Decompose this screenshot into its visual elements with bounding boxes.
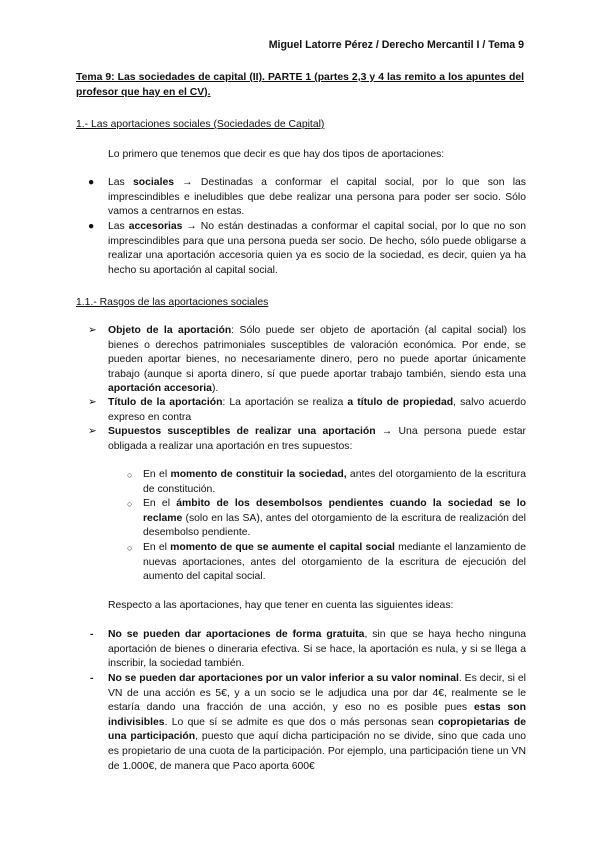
item-objeto: ➢ Objeto de la aportación: Sólo puede ser objeto de aportación (al capital social) los bienes o derechos patrimoniales susceptibles de valoración económica. Por ende, se pueden aportar bienes, no necesariamente dinero, pero no puede aportar únicamente trabajo (aunque si aporta dinero, sí que puede aportar trabajo también, siendo esta una aportación accesoria). (88, 325, 526, 395)
bullet-dot-icon: ● (88, 221, 95, 232)
item-supuestos: ➢ Supuestos susceptibles de realizar una aportación → Una persona puede estar obligada a realizar una aportación en tres supuestos: (88, 426, 526, 452)
subitem-constituir: ○ En el momento de constituir la sociedad, antes del otorgamiento de la escritura de constitución. (127, 469, 526, 495)
circle-bullet-icon: ○ (127, 470, 133, 480)
bullet-dot-icon: ● (88, 177, 95, 188)
bullet-sociales: ● Las sociales → Destinadas a conformar el capital social, por lo que son las imprescindibles e ineludibles que debe realizar una persona para poder ser socio. Sólo vamos a centrarnos en estas. (88, 177, 527, 218)
dash-bullet-icon: - (90, 629, 94, 640)
subitem-desembolsos: ○ En el ámbito de los desembolsos pendientes cuando la sociedad se lo reclame (solo en las SA), antes del otorgamiento de la escritura de realización del desembolso pendiente. (127, 498, 526, 539)
bullet-accesorias: ● Las accesorias → No están destinadas a conformar el capital social, por lo que no son imprescindibles para que una persona pueda ser socio. De hecho, sólo puede obligarse a realizar una aportación accesoria quien ya es socio de la sociedad, es decir, quien ya ha hecho su aportación al capital social. (88, 221, 527, 276)
respecto-paragraph: Respecto a las aportaciones, hay que tener en cuenta las siguientes ideas: (108, 600, 454, 611)
page-header: Miguel Latorre Pérez / Derecho Mercantil I / Tema 9 (268, 39, 524, 51)
arrow-bullet-icon: ➢ (88, 426, 97, 437)
circle-bullet-icon: ○ (127, 499, 133, 509)
subitem-aumento: ○ En el momento de que se aumente el capital social mediante el lanzamiento de nuevas aportaciones, antes del otorgamiento de la escritura de ejecución del aumento del capital social. (127, 542, 526, 583)
item-titulo: ➢ Título de la aportación: La aportación se realiza a título de propiedad, salvo acuerdo expreso en contra (88, 397, 526, 423)
arrow-bullet-icon: ➢ (88, 397, 97, 408)
section-heading-1-1: 1.1.- Rasgos de las aportaciones sociales (76, 297, 269, 308)
arrow-bullet-icon: ➢ (88, 325, 97, 336)
document-title: Tema 9: Las sociedades de capital (II). PARTE 1 (partes 2,3 y 4 las remito a los apuntes del profesor que hay en el CV). (76, 72, 524, 98)
idea-valor-nominal: - No se pueden dar aportaciones por un valor inferior a su valor nominal. Es decir, si el VN de una acción es 5€, y a un socio se le adjudica una por dar 4€, realmente se le estaría dando una fracción de una acción, y eso no es posible pues estas son indivisibles. Lo que sí se admite es que dos o más personas sean copropietarias de una participación, puesto que aquí dicha participación no se divide, sino que cada uno es propietario de una cuota de la participación. Por ejemplo, una participación tiene un VN de 1.000€, de manera que Paco aporta 600€ (90, 673, 527, 772)
intro-paragraph: Lo primero que tenemos que decir es que hay dos tipos de aportaciones: (108, 149, 445, 160)
dash-bullet-icon: - (90, 673, 94, 684)
circle-bullet-icon: ○ (127, 543, 133, 553)
section-heading-1: 1.- Las aportaciones sociales (Sociedades de Capital) (76, 119, 325, 130)
idea-gratuita: - No se pueden dar aportaciones de forma gratuita, sin que se haya hecho ninguna aportación de bienes o dineraria efectiva. Si se hace, la aportación es nula, y si se llega a inscribir, la sociedad también. (90, 629, 526, 670)
